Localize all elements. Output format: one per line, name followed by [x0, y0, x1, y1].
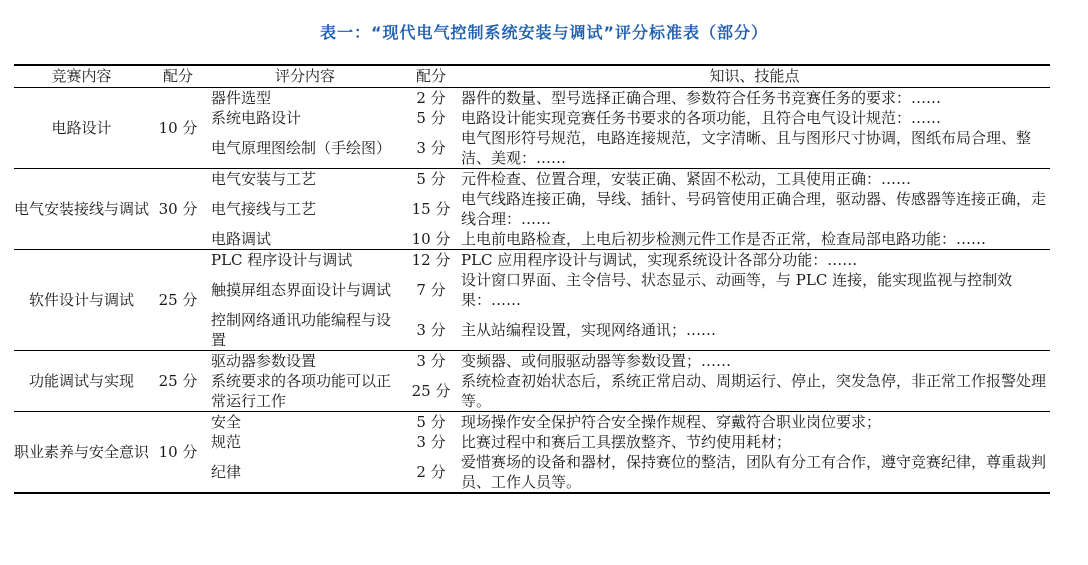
- section-score: 10 分: [158, 118, 198, 137]
- item-knowledge: 主从站编程设置，实现网络通讯；……: [461, 320, 717, 339]
- section-category: 电气安装接线与调试: [14, 168, 149, 249]
- table-title: 表一：“现代电气控制系统安装与调试”评分标准表（部分）: [319, 23, 769, 42]
- item-knowledge: 设计窗口界面、主令信号、状态显示、动画等，与 PLC 连接，能实现监视与控制效果：……: [461, 270, 1013, 309]
- item-points: 15 分: [411, 199, 451, 218]
- table-row: [14, 249, 1050, 270]
- item-name: 系统要求的各项功能可以正常运行工作: [211, 371, 392, 410]
- item-name: 规范: [211, 432, 242, 451]
- item-knowledge: 系统检查初始状态后，系统正常启动、周期运行、停止，突发急停，非正常工作报警处理等。: [461, 371, 1047, 410]
- item-points: 3 分: [403, 350, 459, 371]
- item-points: 5 分: [403, 168, 459, 189]
- item-name: 电气接线与工艺: [211, 199, 317, 218]
- item-points: 2 分: [416, 88, 446, 107]
- item-knowledge: 爱惜赛场的设备和器材，保持赛位的整洁，团队有分工有合作，遵守竞赛纪律，尊重裁判员、工作人员等。: [461, 452, 1047, 491]
- item-points: 5 分: [416, 108, 446, 127]
- item-name: PLC 程序设计与调试: [207, 249, 403, 270]
- item-knowledge: 电路设计能实现竞赛任务书要求的各项功能，且符合电气设计规范：……: [461, 108, 942, 127]
- section-category: 职业素养与安全意识: [14, 411, 149, 493]
- item-knowledge: 电气图形符号规范，电路连接规范，文字清晰、且与图形尺寸协调，图纸布局合理、整洁、美观：……: [461, 128, 1032, 167]
- header-points: 配分: [403, 65, 459, 87]
- header-knowledge: 知识、技能点: [459, 65, 1050, 87]
- table-row: [14, 87, 1050, 108]
- scoring-table: [14, 64, 1050, 494]
- item-knowledge: 器件的数量、型号选择正确合理、参数符合任务书竞赛任务的要求：……: [461, 88, 942, 107]
- item-points: 5 分: [403, 411, 459, 432]
- table-row: [14, 168, 1050, 189]
- item-name: 安全: [207, 411, 403, 432]
- section-category: 功能调试与实现: [14, 350, 149, 411]
- item-knowledge: 电气线路连接正确，导线、插针、号码管使用正确合理，驱动器、传感器等连接正确，走线合理：……: [461, 189, 1047, 228]
- item-name: 电气安装与工艺: [207, 168, 403, 189]
- item-knowledge: PLC 应用程序设计与调试，实现系统设计各部分功能：……: [459, 249, 1050, 270]
- section-score: 25 分: [149, 249, 207, 350]
- header-score: 配分: [149, 65, 207, 87]
- item-knowledge: 上电前电路检查，上电后初步检测元件工作是否正常，检查局部电路功能：……: [461, 229, 987, 248]
- item-points: 12 分: [403, 249, 459, 270]
- item-name: 纪律: [211, 462, 242, 481]
- item-knowledge: 比赛过程中和赛后工具摆放整齐、节约使用耗材；: [461, 432, 792, 451]
- item-points: 3 分: [416, 320, 446, 339]
- header-item: 评分内容: [207, 65, 403, 87]
- item-name: 触摸屏组态界面设计与调试: [211, 280, 392, 299]
- item-name: 电气原理图绘制（手绘图）: [211, 138, 392, 157]
- item-points: 3 分: [416, 138, 446, 157]
- section-category: 电路设计: [51, 118, 112, 137]
- section-category: 软件设计与调试: [14, 249, 149, 350]
- item-knowledge: 变频器、或伺服驱动器等参数设置；……: [459, 350, 1050, 371]
- item-knowledge: 元件检查、位置合理，安装正确、紧固不松动，工具使用正确：……: [459, 168, 1050, 189]
- item-name: 控制网络通讯功能编程与设置: [211, 310, 392, 349]
- item-points: 10 分: [411, 229, 451, 248]
- section-score: 25 分: [149, 350, 207, 411]
- item-name: 电路调试: [211, 229, 272, 248]
- item-points: 3 分: [416, 432, 446, 451]
- section-score: 30 分: [149, 168, 207, 249]
- item-name: 系统电路设计: [211, 108, 302, 127]
- section-score: 10 分: [149, 411, 207, 493]
- table-row: [14, 350, 1050, 371]
- table-row: [14, 411, 1050, 432]
- item-knowledge: 现场操作安全保护符合安全操作规程、穿戴符合职业岗位要求；: [459, 411, 1050, 432]
- header-row: [14, 65, 1050, 87]
- item-points: 7 分: [416, 280, 446, 299]
- item-name: 器件选型: [211, 88, 272, 107]
- item-points: 25 分: [411, 381, 451, 400]
- header-category: 竞赛内容: [14, 65, 149, 87]
- item-points: 2 分: [416, 462, 446, 481]
- item-name: 驱动器参数设置: [207, 350, 403, 371]
